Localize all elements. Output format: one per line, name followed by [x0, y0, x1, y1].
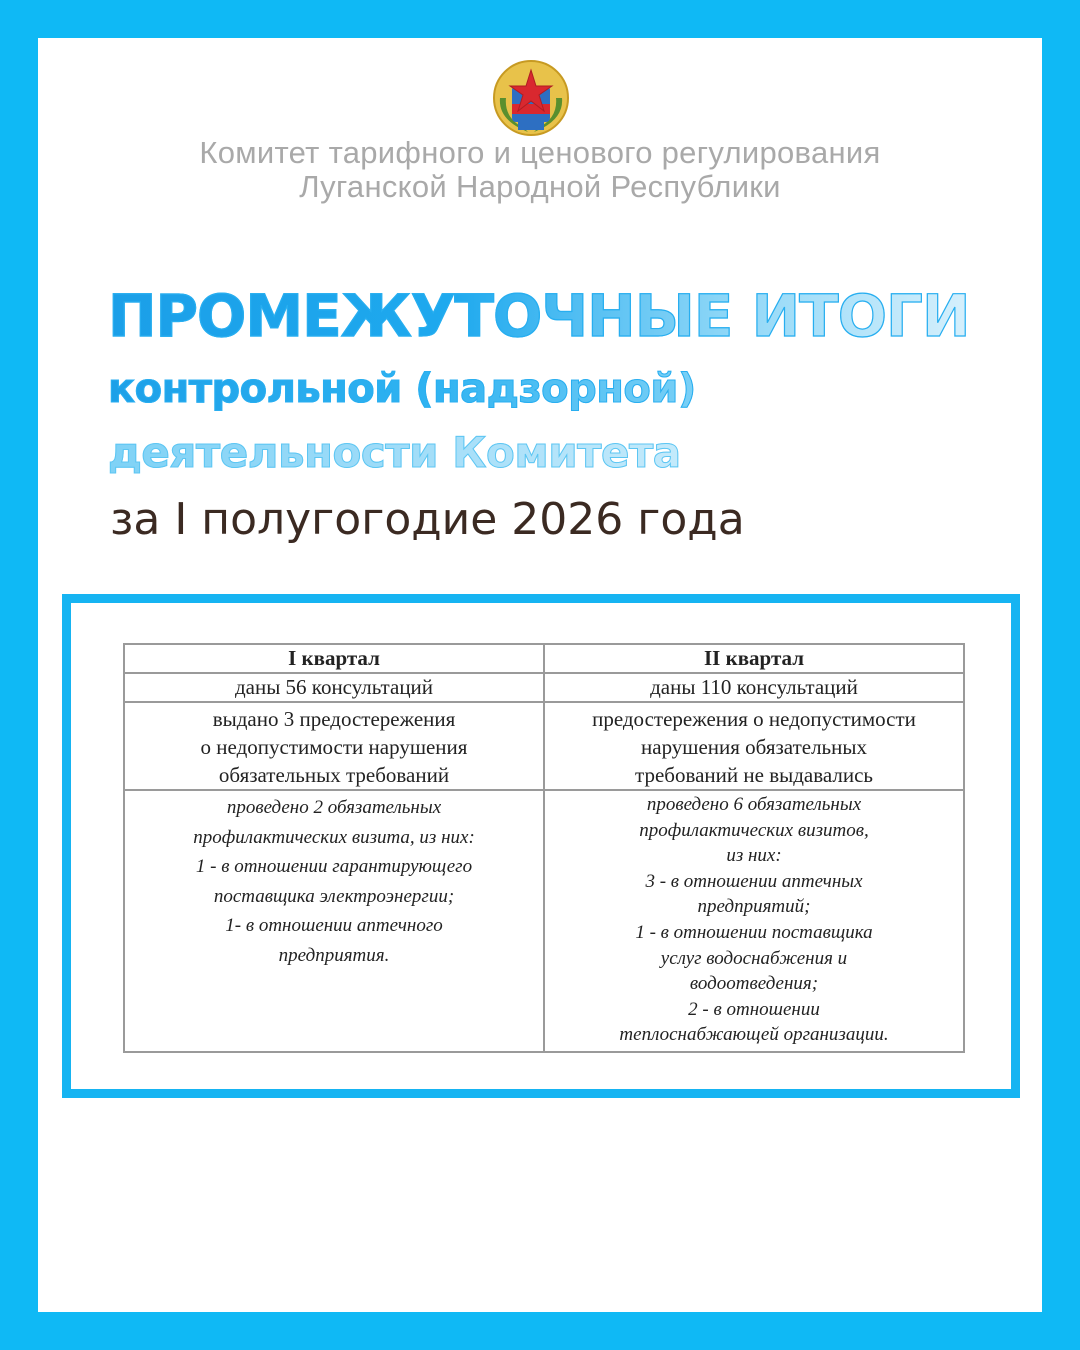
cell-line: предостережения о недопустимости	[592, 707, 916, 731]
table-row	[124, 790, 964, 1052]
cell-line: 1- в отношении аптечного	[225, 915, 443, 936]
results-table	[123, 643, 965, 1053]
cell-line: 1 - в отношении поставщика	[635, 921, 873, 943]
results-table-frame	[62, 594, 1020, 1098]
cell-line: 1 - в отношении гарантирующего	[195, 856, 473, 877]
lnr-coat-of-arms-icon	[488, 58, 574, 138]
cell-line: требований не выдавались	[635, 763, 873, 787]
title-line-2: контрольной (надзорной)	[108, 366, 696, 412]
title-period: за I полугогодие 2026 года	[110, 494, 745, 545]
cell-q2	[544, 790, 964, 1052]
cell-line: 3 - в отношении аптечных	[645, 870, 863, 892]
cell-line: проведено 2 обязательных	[226, 797, 442, 818]
cell-line: предприятий;	[697, 896, 811, 918]
cell-line: обязательных требований	[218, 763, 450, 787]
cell-line: проведено 6 обязательных	[646, 794, 862, 815]
cell-line: поставщика электроэнергии;	[213, 885, 455, 907]
table-header-row	[124, 644, 964, 673]
cell-line: теплоснабжающей организации.	[619, 1024, 889, 1046]
title-line-1: ПРОМЕЖУТОЧНЫЕ ИТОГИ	[108, 282, 970, 350]
cell-line: выдано 3 предостережения	[212, 707, 456, 731]
cell-line: из них:	[726, 845, 782, 867]
cell-line: даны 56 консультаций	[234, 675, 434, 699]
org-line-2: Луганской Народной Республики	[299, 169, 781, 204]
cell-line: нарушения обязательных	[641, 735, 867, 759]
header-q1: I квартал	[124, 644, 544, 673]
cell-line: о недопустимости нарушения	[200, 735, 468, 759]
cell-line: 2 - в отношении	[688, 998, 820, 1020]
cell-line: услуг водоснабжения и	[660, 947, 848, 969]
cell-q1	[124, 702, 544, 790]
org-line-1: Комитет тарифного и ценового регулирования	[199, 135, 881, 170]
title-line-3: деятельности Комитета	[108, 428, 681, 477]
cell-q2	[544, 673, 964, 702]
cell-line: водоотведения;	[689, 973, 819, 995]
cell-q1	[124, 790, 544, 1052]
table-row	[124, 673, 964, 702]
table-row	[124, 702, 964, 790]
cell-line: предприятия.	[278, 944, 390, 966]
cell-q2	[544, 702, 964, 790]
organization-name	[0, 136, 1080, 204]
cell-q1	[124, 673, 544, 702]
cell-line: профилактических визита, из них:	[193, 826, 475, 848]
cell-line: профилактических визитов,	[639, 819, 869, 841]
cell-line: даны 110 консультаций	[650, 675, 858, 699]
header-q2: II квартал	[544, 644, 964, 673]
